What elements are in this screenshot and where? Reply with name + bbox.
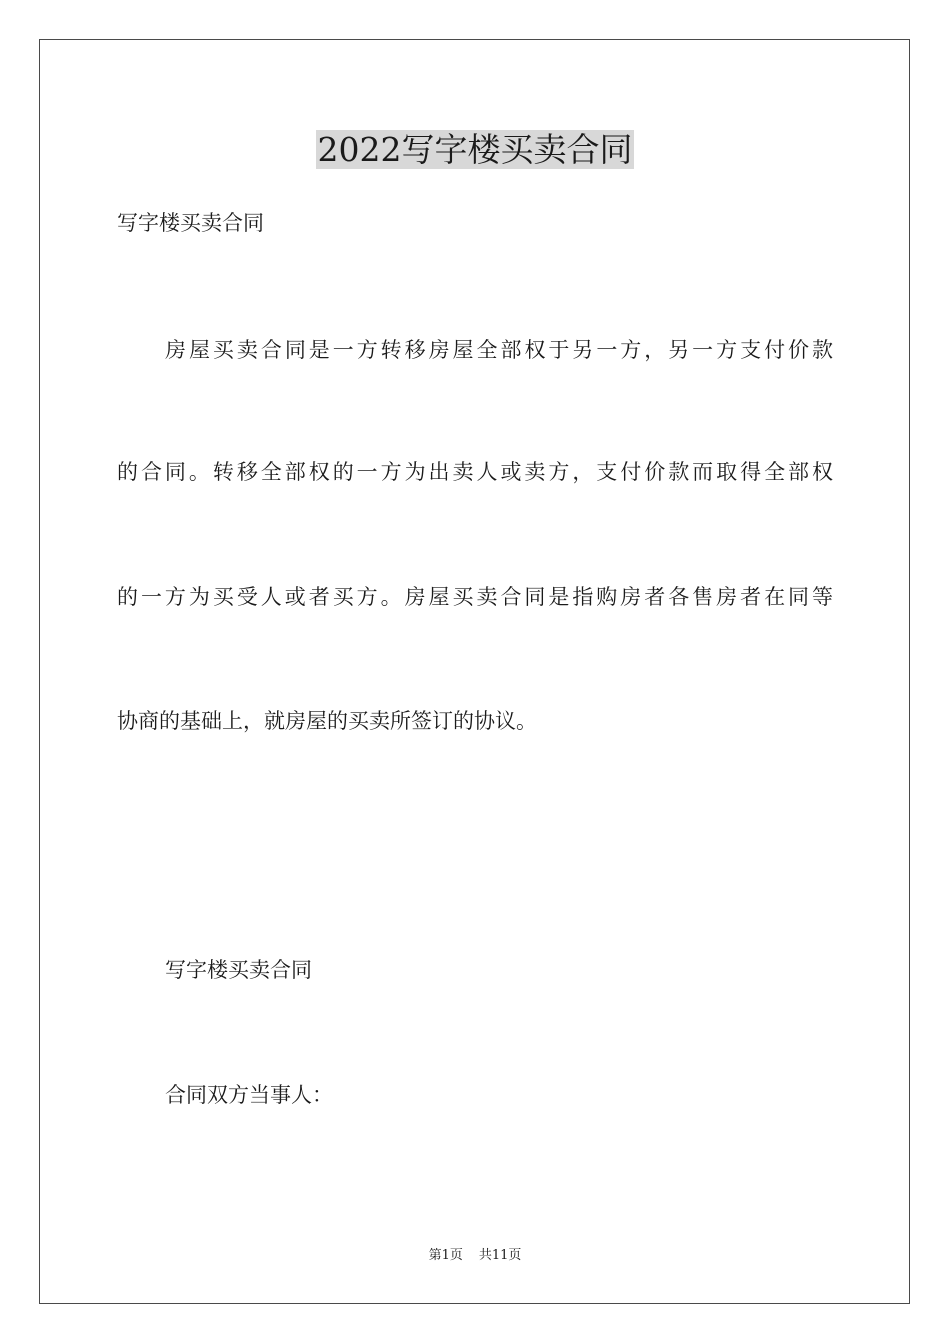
intro-line-3: 的一方为买受人或者买方。房屋买卖合同是指购房者各售房者在同等 [117, 585, 833, 609]
intro-line-2: 的合同。转移全部权的一方为出卖人或卖方，支付价款而取得全部权 [117, 460, 833, 484]
intro-line-4: 协商的基础上，就房屋的买卖所签订的协议。 [117, 709, 537, 733]
intro-line-1: 房屋买卖合同是一方转移房屋全部权于另一方，另一方支付价款 [165, 338, 833, 362]
document-title [0, 128, 950, 172]
document-title-text: 2022写字楼买卖合同 [317, 130, 633, 169]
page-footer [0, 1247, 950, 1265]
page-number-total: 共11页 [478, 1248, 522, 1263]
page-number-current: 第1页 [428, 1248, 463, 1263]
parties-label: 合同双方当事人： [165, 1083, 333, 1107]
section-heading: 写字楼买卖合同 [165, 958, 312, 982]
document-subtitle: 写字楼买卖合同 [117, 211, 264, 235]
